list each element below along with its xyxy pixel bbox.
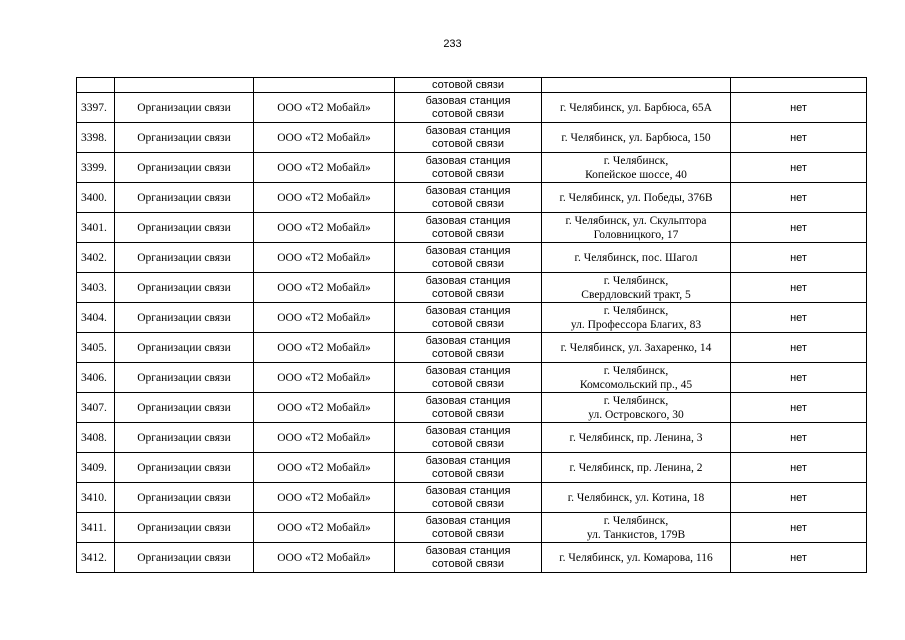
type-line-2: сотовой связи [432,137,504,150]
type-cell [395,273,542,303]
category-cell [115,78,254,93]
type-line-1: базовая станция [425,184,511,197]
row-number: 3402. [77,243,115,273]
org-cell: ООО «Т2 Мобайл» [254,333,395,363]
address-line-2: Головницкого, 17 [593,228,679,241]
address-line-2: Комсомольский пр., 45 [579,378,693,391]
value-cell: нет [731,423,867,453]
row-number: 3404. [77,303,115,333]
row-number: 3400. [77,183,115,213]
table-row [77,483,867,513]
row-number: 3398. [77,123,115,153]
org-cell: ООО «Т2 Мобайл» [254,213,395,243]
table-row [77,423,867,453]
address-cell [542,513,731,543]
value-cell: нет [731,273,867,303]
row-number: 3399. [77,153,115,183]
value-cell: нет [731,183,867,213]
type-line-2: сотовой связи [432,557,504,570]
registry-table [76,77,867,573]
address-line-2: ул. Островского, 30 [588,408,684,421]
address-cell [542,393,731,423]
table-row [77,213,867,243]
row-number: 3401. [77,213,115,243]
value-cell: нет [731,333,867,363]
category-cell: Организации связи [115,333,254,363]
address-line-1: г. Челябинск, ул. Барбюса, 150 [561,131,711,144]
category-cell: Организации связи [115,183,254,213]
address-cell [542,453,731,483]
type-line-1: базовая станция [425,514,511,527]
address-line-2: ул. Танкистов, 179В [586,528,686,541]
category-cell: Организации связи [115,513,254,543]
page-number: 233 [443,38,462,50]
type-cell [395,423,542,453]
org-cell: ООО «Т2 Мобайл» [254,153,395,183]
category-cell: Организации связи [115,243,254,273]
org-cell: ООО «Т2 Мобайл» [254,183,395,213]
type-line-2: сотовой связи [432,347,504,360]
table-row [77,333,867,363]
address-cell [542,153,731,183]
type-line-1: базовая станция [425,394,511,407]
type-cell [395,123,542,153]
row-number: 3410. [77,483,115,513]
category-cell: Организации связи [115,93,254,123]
row-number: 3403. [77,273,115,303]
type-cell [395,393,542,423]
address-line-1: г. Челябинск, [603,514,669,527]
value-cell: нет [731,363,867,393]
type-line-1: базовая станция [425,484,511,497]
type-line-1: базовая станция [425,454,511,467]
table-row [77,393,867,423]
type-line-2: сотовой связи [432,107,504,120]
type-cell [395,333,542,363]
address-line-1: г. Челябинск, [603,304,669,317]
address-cell [542,543,731,573]
row-number: 3406. [77,363,115,393]
type-line-2: сотовой связи [432,227,504,240]
address-line-1: г. Челябинск, пр. Ленина, 2 [569,461,703,474]
address-cell [542,93,731,123]
address-line-1: г. Челябинск, пос. Шагол [574,251,698,264]
type-cell [395,153,542,183]
type-line-1: базовая станция [425,274,511,287]
value-cell: нет [731,453,867,483]
table-row [77,303,867,333]
num-cell [77,78,115,93]
address-cell [542,213,731,243]
type-line-2: сотовой связи [432,257,504,270]
type-line-1: базовая станция [425,154,511,167]
type-line-1: базовая станция [425,304,511,317]
address-line-1: г. Челябинск, [603,274,669,287]
org-cell: ООО «Т2 Мобайл» [254,243,395,273]
continuation-row [77,78,867,93]
value-cell: нет [731,123,867,153]
org-cell: ООО «Т2 Мобайл» [254,363,395,393]
type-line-1: базовая станция [425,244,511,257]
category-cell: Организации связи [115,123,254,153]
type-line-2: сотовой связи [432,197,504,210]
row-number: 3411. [77,513,115,543]
value-cell [731,78,867,93]
category-cell: Организации связи [115,303,254,333]
address-cell [542,303,731,333]
value-cell: нет [731,93,867,123]
address-line-2: ул. Профессора Благих, 83 [570,318,702,331]
table-row [77,243,867,273]
address-line-1: г. Челябинск, ул. Котина, 18 [567,491,705,504]
address-line-1: г. Челябинск, [603,364,669,377]
org-cell: ООО «Т2 Мобайл» [254,423,395,453]
table-row [77,273,867,303]
type-cell [395,93,542,123]
type-cell [395,243,542,273]
org-cell: ООО «Т2 Мобайл» [254,273,395,303]
category-cell: Организации связи [115,483,254,513]
type-line-1: базовая станция [425,544,511,557]
address-cell [542,363,731,393]
type-line-1: базовая станция [425,424,511,437]
address-line-1: г. Челябинск, ул. Захаренко, 14 [560,341,712,354]
type-line-1: базовая станция [425,334,511,347]
type-cell [395,483,542,513]
row-number: 3405. [77,333,115,363]
address-line-1: г. Челябинск, [603,154,669,167]
address-cell [542,273,731,303]
org-cell: ООО «Т2 Мобайл» [254,513,395,543]
address-line-1: г. Челябинск, ул. Барбюса, 65А [560,101,712,114]
org-cell: ООО «Т2 Мобайл» [254,453,395,483]
org-cell: ООО «Т2 Мобайл» [254,393,395,423]
org-cell: ООО «Т2 Мобайл» [254,93,395,123]
type-line-2: сотовой связи [432,287,504,300]
value-cell: нет [731,483,867,513]
table-row [77,363,867,393]
category-cell: Организации связи [115,543,254,573]
type-line-2: сотовой связи [432,377,504,390]
type-line-2: сотовой связи [432,527,504,540]
value-cell: нет [731,243,867,273]
type-cell [395,543,542,573]
row-number: 3412. [77,543,115,573]
address-cell [542,333,731,363]
value-cell: нет [731,153,867,183]
category-cell: Организации связи [115,393,254,423]
value-cell: нет [731,513,867,543]
table-row [77,123,867,153]
type-cell [395,213,542,243]
type-line-2: сотовой связи [432,317,504,330]
registry-table-body [77,78,867,573]
type-cell [395,363,542,393]
table-row [77,513,867,543]
address-line-1: г. Челябинск, пр. Ленина, 3 [569,431,703,444]
table-row [77,93,867,123]
address-cell [542,183,731,213]
address-line-1: г. Челябинск, ул. Победы, 376В [559,191,713,204]
value-cell: нет [731,303,867,333]
type-line-1: базовая станция [425,364,511,377]
type-line-2: сотовой связи [432,167,504,180]
type-line-1: базовая станция [425,124,511,137]
type-cell [395,513,542,543]
address-cell [542,483,731,513]
type-cell [395,183,542,213]
org-cell: ООО «Т2 Мобайл» [254,543,395,573]
value-cell: нет [731,393,867,423]
address-cell [542,123,731,153]
type-line-1: базовая станция [425,94,511,107]
type-line-2: сотовой связи [432,467,504,480]
type-line-2: сотовой связи [432,497,504,510]
org-cell: ООО «Т2 Мобайл» [254,303,395,333]
category-cell: Организации связи [115,453,254,483]
type-cell [395,453,542,483]
table-row [77,153,867,183]
table-row [77,453,867,483]
type-cell: сотовой связи [395,78,542,93]
table-row [77,543,867,573]
row-number: 3397. [77,93,115,123]
address-line-2: Копейское шоссе, 40 [585,168,687,181]
address-cell [542,78,731,93]
org-cell [254,78,395,93]
category-cell: Организации связи [115,213,254,243]
row-number: 3408. [77,423,115,453]
address-cell [542,243,731,273]
address-line-2: Свердловский тракт, 5 [581,288,691,301]
type-line-2: сотовой связи [432,407,504,420]
value-cell: нет [731,543,867,573]
category-cell: Организации связи [115,273,254,303]
address-line-1: г. Челябинск, ул. Комарова, 116 [559,551,713,564]
address-cell [542,423,731,453]
type-cell [395,303,542,333]
org-cell: ООО «Т2 Мобайл» [254,483,395,513]
type-line-2: сотовой связи [432,437,504,450]
row-number: 3409. [77,453,115,483]
address-line-1: г. Челябинск, [603,394,669,407]
row-number: 3407. [77,393,115,423]
org-cell: ООО «Т2 Мобайл» [254,123,395,153]
category-cell: Организации связи [115,423,254,453]
category-cell: Организации связи [115,363,254,393]
category-cell: Организации связи [115,153,254,183]
table-row [77,183,867,213]
address-line-1: г. Челябинск, ул. Скульптора [565,214,707,227]
type-line-1: базовая станция [425,214,511,227]
value-cell: нет [731,213,867,243]
